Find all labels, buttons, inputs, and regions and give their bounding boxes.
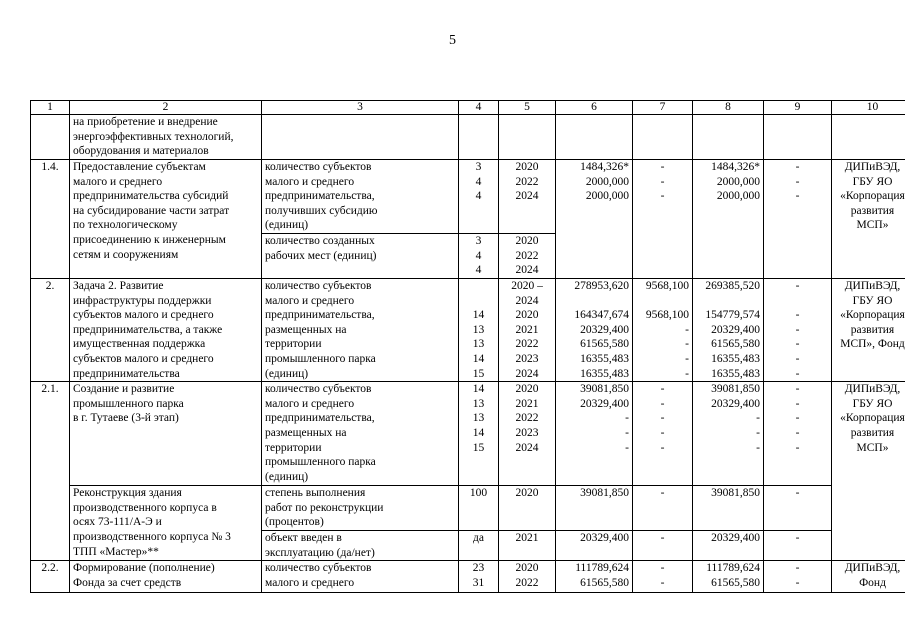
indicator-value: да [459, 530, 499, 560]
funding-other: - - - [764, 160, 832, 279]
indicator: степень выполнения работ по реконструкции (процентов) [262, 486, 459, 531]
column-header: 9 [764, 101, 832, 115]
program-table [30, 100, 905, 593]
executor: ДИПиВЭД, Фонд [832, 561, 905, 593]
year: 2020 2022 2024 [499, 234, 556, 279]
funding-total: 111789,624 61565,580 [556, 561, 633, 593]
year: 2020 [499, 486, 556, 531]
executor: ДИПиВЭД, ГБУ ЯО «Корпорация развития МСП», Фонд [832, 279, 905, 382]
measure-name: на приобретение и внедрение энергоэффективных технологий, оборудования и материалов [70, 115, 262, 160]
indicator: количество субъектов малого и среднего предпринимательства, размещенных на территории промышленного парка (единиц) [262, 382, 459, 486]
measure-name: Предоставление субъектам малого и среднего предпринимательства субсидий на субсидирование части затрат по технологическому присоединению к инженерным сетям и сооружениям [70, 160, 262, 279]
table-row [31, 279, 905, 382]
column-header: 4 [459, 101, 499, 115]
indicator-value: 100 [459, 486, 499, 531]
funding-federal: - - [633, 561, 693, 593]
sub-measure-name: Реконструкция здания производственного корпуса в осях 73-111/А-Э и производственного корпуса № 3 ТПП «Мастер»** [70, 486, 262, 561]
column-header: 5 [499, 101, 556, 115]
column-header: 3 [262, 101, 459, 115]
year: 2020 2022 2024 [499, 160, 556, 234]
year: 2021 [499, 530, 556, 560]
column-header: 10 [832, 101, 905, 115]
funding-federal: 9568,100 9568,100 - - - - [633, 279, 693, 382]
indicator: количество субъектов малого и среднего [262, 561, 459, 593]
funding-regional: 39081,850 [693, 486, 764, 531]
funding-regional: 269385,520 154779,574 20329,400 61565,580 16355,483 16355,483 [693, 279, 764, 382]
row-number: 2.1. [31, 382, 70, 486]
funding-federal: - [633, 486, 693, 531]
funding-total: 1484,326* 2000,000 2000,000 [556, 160, 633, 279]
funding-regional: 111789,624 61565,580 [693, 561, 764, 593]
column-header: 2 [70, 101, 262, 115]
table-row [31, 561, 905, 593]
indicator-value: 3 4 4 [459, 160, 499, 234]
funding-total: 39081,850 [556, 486, 633, 531]
measure-name: Задача 2. Развитие инфраструктуры поддержки субъектов малого и среднего предпринимательства, а также имущественная поддержка субъектов малого и среднего предпринимательства [70, 279, 262, 382]
measure-name: Создание и развитие промышленного парка в г. Тутаеве (3-й этап) [70, 382, 262, 486]
indicator-value: 14 13 13 14 15 [459, 382, 499, 486]
funding-regional: 39081,850 20329,400 - - - [693, 382, 764, 486]
column-header: 8 [693, 101, 764, 115]
column-header: 1 [31, 101, 70, 115]
funding-total: 20329,400 [556, 530, 633, 560]
funding-federal: - - - [633, 160, 693, 279]
funding-other: - - [764, 561, 832, 593]
funding-other: - [764, 530, 832, 560]
page-number: 5 [449, 33, 456, 48]
indicator: количество субъектов малого и среднего предпринимательства, размещенных на территории промышленного парка (единиц) [262, 279, 459, 382]
measure-name: Формирование (пополнение) Фонда за счет средств [70, 561, 262, 593]
indicator: количество созданных рабочих мест (единиц) [262, 234, 459, 279]
indicator: количество субъектов малого и среднего предпринимательства, получивших субсидию (единиц) [262, 160, 459, 234]
row-number: 1.4. [31, 160, 70, 279]
funding-total: 278953,620 164347,674 20329,400 61565,580 16355,483 16355,483 [556, 279, 633, 382]
column-header: 6 [556, 101, 633, 115]
funding-regional: 20329,400 [693, 530, 764, 560]
row-number: 2. [31, 279, 70, 382]
funding-federal: - - - - - [633, 382, 693, 486]
funding-total: 39081,850 20329,400 - - - [556, 382, 633, 486]
table-row [31, 486, 905, 531]
funding-other: - - - - - [764, 382, 832, 486]
year: 2020 2021 2022 2023 2024 [499, 382, 556, 486]
table-row [31, 382, 905, 486]
column-number-row [31, 101, 905, 115]
year: 2020 2022 [499, 561, 556, 593]
indicator-value: 14 13 13 14 15 [459, 279, 499, 382]
executor: ДИПиВЭД, ГБУ ЯО «Корпорация развития МСП» [832, 382, 905, 561]
indicator: объект введен в эксплуатацию (да/нет) [262, 530, 459, 560]
funding-federal: - [633, 530, 693, 560]
row-number: 2.2. [31, 561, 70, 593]
column-header: 7 [633, 101, 693, 115]
year: 2020 – 2024 2020 2021 2022 2023 2024 [499, 279, 556, 382]
indicator-value: 3 4 4 [459, 234, 499, 279]
executor: ДИПиВЭД, ГБУ ЯО «Корпорация развития МСП» [832, 160, 905, 279]
table-row [31, 160, 905, 234]
table-row [31, 115, 905, 160]
indicator-value: 23 31 [459, 561, 499, 593]
funding-regional: 1484,326* 2000,000 2000,000 [693, 160, 764, 279]
funding-other: - [764, 486, 832, 531]
funding-other: - - - - - - [764, 279, 832, 382]
